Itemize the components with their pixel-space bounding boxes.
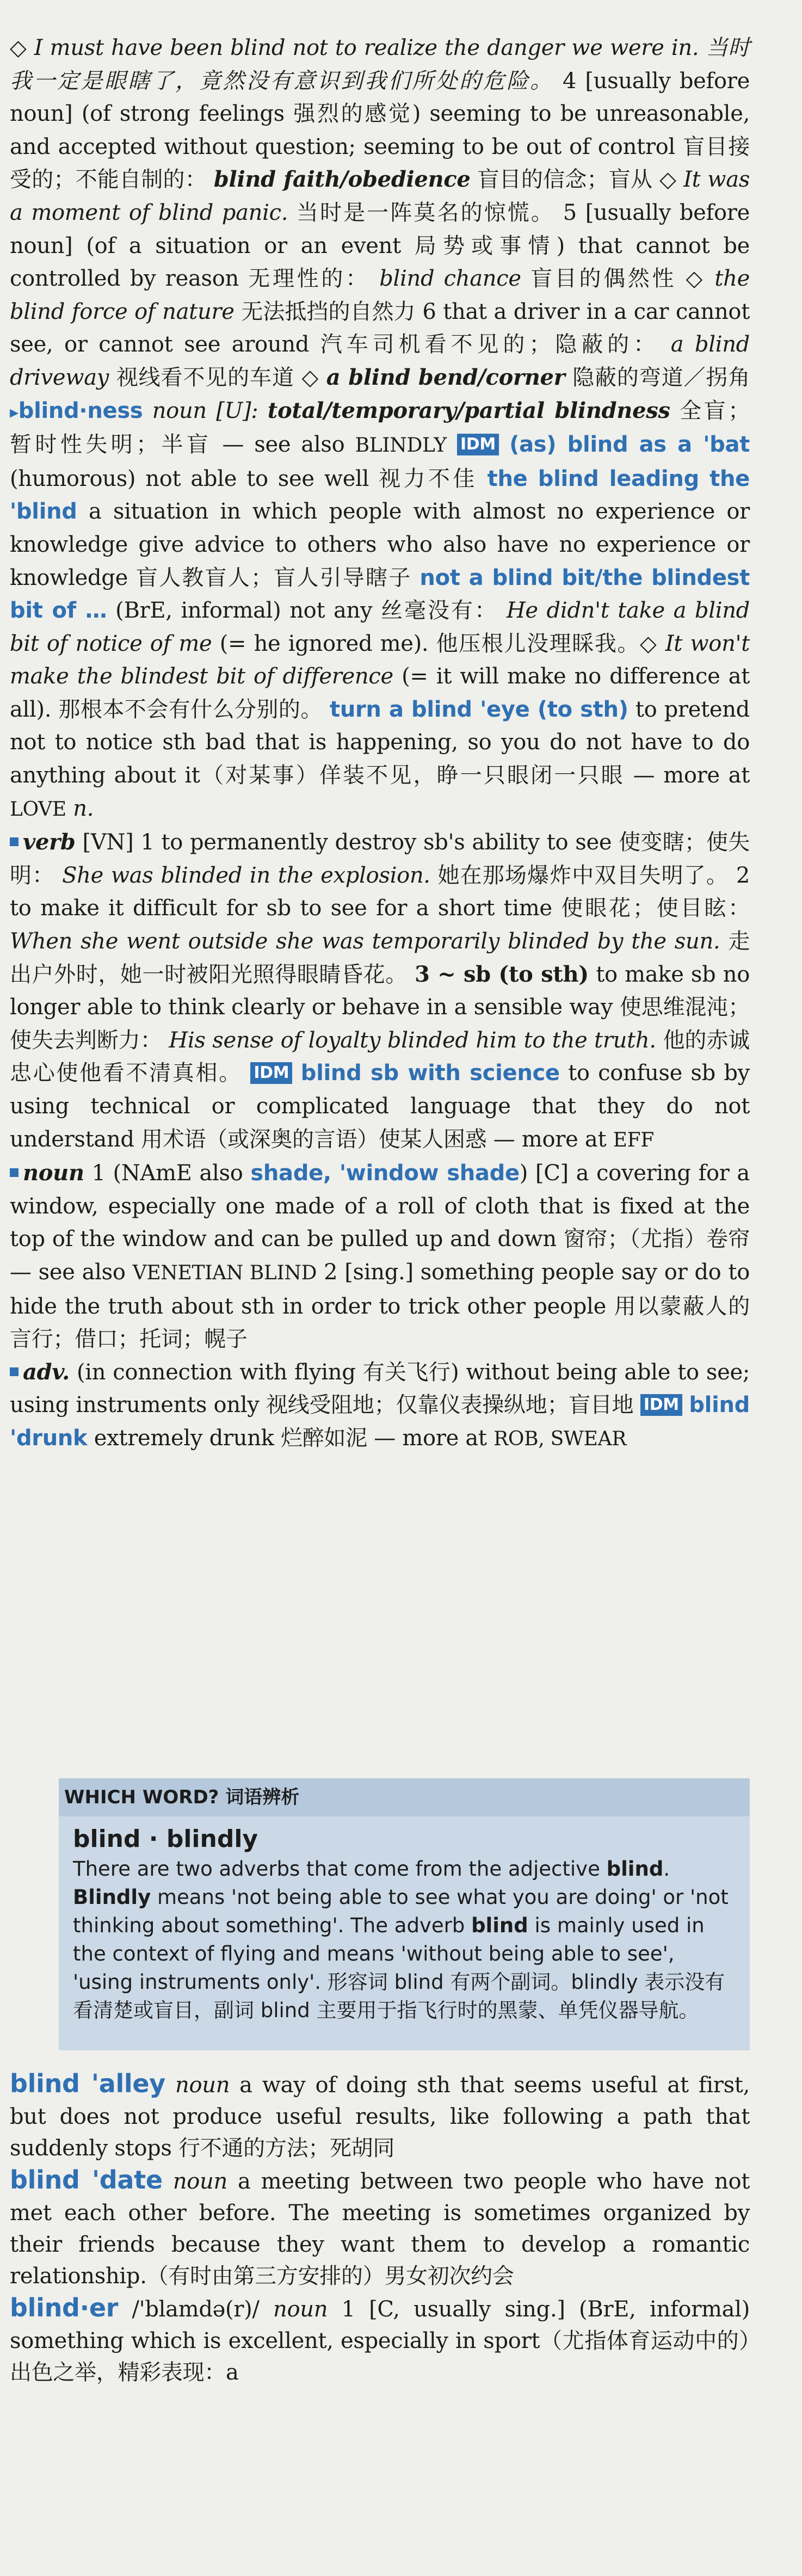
idiom-def: to pretend not to notice sth bad that is happening, so you do not have to do anything about it（对某事）佯装不见，睁一只眼闭一只眼 — more at [10, 697, 750, 788]
keyword: blind [471, 1914, 528, 1937]
pos-label: n. [73, 796, 94, 821]
example: His sense of loyalty blinded him to the truth. [169, 1027, 656, 1053]
example: the blind force of nature [10, 266, 750, 324]
translation: 他的赤诚忠心使他看不清真相。 [10, 1027, 750, 1086]
idiom-tag: IDM [457, 434, 499, 455]
synonym: shade, 'window shade [250, 1161, 520, 1186]
adverb-sense: (in connection with flying 有关飞行) without being able to see; using instruments only 视线受阻地；仅靠仪表操纵地；盲目地 [10, 1359, 750, 1418]
pos-label: noun [U]: [152, 398, 258, 423]
verb-sense-1: 1 to permanently destroy sb's ability to see 使变瞎；使失明： [10, 830, 750, 888]
translation: 当时是一阵莫名的惊慌。 [296, 200, 554, 225]
definition: ) [C] a covering for a window, especially one made of a roll of cloth that is fixed at the top of the window and can be pulled up and down 窗帘；（尤指）卷帘 — see also [10, 1161, 750, 1285]
pronunciation: /'blamdə(r)/ [132, 2297, 260, 2322]
verb-sense-2: 2 to make it difficult for sb to see for a short time 使眼花；使目眩： [10, 862, 750, 921]
example: It won't make the blindest bit of difference [10, 631, 750, 689]
keyword: blind [606, 1857, 664, 1881]
sense-6: 6 that a driver in a car cannot see, or cannot see around 汽车司机看不见的；隐蔽的： [10, 299, 750, 358]
translation: 盲目的信念；盲从 ◇ [477, 167, 677, 193]
idiom-tag: IDM [640, 1394, 682, 1416]
idiom-def: (BrE, informal) not any 丝毫没有： [115, 598, 498, 624]
definition: 1 [C, usually sing.] (BrE, informal) something which is excellent, especially in sport（尤指体育运动中的）出色之举，精彩表现：a [10, 2297, 750, 2385]
translation: 全盲；暂时性失明；半盲 — see also [10, 398, 750, 458]
pos-label: adv. [23, 1359, 70, 1385]
example: blind chance [379, 266, 521, 292]
sense-4: 4 [usually before noun] (of strong feelings 强烈的感觉) seeming to be unreasonable, and accepted without question; seeming to be out of control 盲目接受的；不能自制的： [10, 68, 750, 193]
headword: blind 'date [10, 2165, 163, 2195]
entry-blind-alley [10, 2068, 750, 2164]
translation: 走出户外时，她一时被阳光照得眼睛昏花。 [10, 929, 750, 987]
noun-block [10, 1157, 750, 1356]
example: When she went outside she was temporarily blinded by the sun. [10, 929, 720, 954]
example: He didn't take a blind bit of notice of me [10, 598, 750, 656]
idiom-head: not a blind bit/the blindest bit of … [10, 565, 750, 624]
sense-text [10, 32, 750, 826]
entry-blinder [10, 2292, 750, 2388]
translation: 无法抵挡的自然力 [241, 299, 416, 324]
cross-ref: ROB, SWEAR [493, 1427, 627, 1450]
following-entries [10, 2068, 750, 2388]
idiom-head: blind sb with science [300, 1061, 560, 1086]
idiom-head: turn a blind 'eye (to sth) [330, 697, 628, 722]
verb-sense-3: 3 ~ sb (to sth) [415, 961, 589, 987]
definition: a meeting between two people who have not met each other before. The meeting is sometimes organized by their friends because they want them to develop a romantic relationship.（有时由第三方安排的）男女初次约会 [10, 2169, 750, 2289]
translation: 盲目的偶然性 ◇ [530, 266, 705, 292]
verb-block [10, 826, 750, 1157]
text: There are two adverbs that come from the adjective [73, 1857, 600, 1881]
example: a blind bend/corner [326, 364, 565, 390]
cross-ref: VENETIAN BLIND [132, 1261, 317, 1284]
which-word-title: WHICH WORD? 词语辨析 [59, 1778, 750, 1816]
idiom-def: extremely drunk 烂醉如泥 — more at [94, 1425, 487, 1451]
translation: 她在那场爆炸中双目失明了。 [437, 862, 729, 888]
adverb-block [10, 1356, 750, 1456]
which-word-box [59, 1778, 750, 2050]
example: blind faith/obedience [213, 167, 471, 193]
definition: to make sb no longer able to think clearly or behave in a sensible way 使思维混沌；使失去判断力： [10, 962, 750, 1053]
noun-sense-1: 1 (NAmE also [91, 1161, 243, 1186]
idiom-def: (humorous) not able to see well 视力不佳 [10, 466, 478, 491]
noun-sense-2: 2 [sing.] something people say or do to hide the truth about sth in order to trick other people 用以蒙蔽人的言行；借口；托词；幌子 [10, 1259, 750, 1352]
cross-ref: BLINDLY [355, 434, 447, 457]
idiom-head: the blind leading the 'blind [10, 466, 750, 525]
grammar-code: [VN] [82, 830, 134, 855]
cross-ref: LOVE [10, 798, 66, 821]
example: She was blinded in the explosion. [62, 862, 430, 888]
example: a blind driveway [10, 332, 750, 390]
idiom-def: a situation in which people with almost no experience or knowledge give advice to others who also have no experience or knowledge 盲人教盲人；盲人引导瞎子 [10, 499, 750, 590]
pos-label: noun [273, 2297, 328, 2322]
translation: 视线看不见的车道 ◇ [116, 365, 319, 390]
pos-square-icon [10, 837, 18, 846]
entry-blind-adjective-continued [10, 32, 750, 1456]
example: ◇ I must have been blind not to realize the danger we were in. 当时我一定是眼瞎了，竟然没有意识到我们所处的危险。 [10, 35, 750, 94]
derivative-blindness: blind·ness [18, 398, 143, 423]
headword: blind·er [10, 2293, 119, 2322]
keyword: Blindly [73, 1885, 151, 1909]
headword: blind 'alley [10, 2069, 165, 2098]
text: . [663, 1857, 670, 1881]
derivative-arrow-icon: ▸ [10, 401, 18, 422]
pos-square-icon [10, 1168, 18, 1177]
example: total/temporary/partial blindness [267, 397, 670, 423]
pos-square-icon [10, 1367, 18, 1376]
idiom-def: to confuse sb by using technical or complicated language that they do not understand 用术语（或深奥的言语）使某人困惑 — more at [10, 1061, 750, 1152]
idiom-head: (as) blind as a 'bat [509, 432, 750, 458]
translation: 隐蔽的弯道／拐角 [572, 365, 750, 390]
pos-label: noun [172, 2169, 227, 2194]
example: It was a moment of blind panic. [10, 167, 750, 225]
pos-label: verb [23, 829, 76, 855]
text: means 'not being able to see what you are doing' or 'not thinking about something'. The adverb [73, 1885, 729, 1937]
translation: (= he ignored me). 他压根儿没理睬我。◇ [219, 631, 658, 656]
pos-label: noun [175, 2073, 230, 2098]
which-word-text [59, 1855, 750, 2025]
idiom-head: blind 'drunk [10, 1392, 750, 1451]
pos-label: noun [23, 1160, 84, 1186]
translation: (= it will make no difference at all). 那根本不会有什么分别的。 [10, 664, 750, 722]
definition: a way of doing sth that seems useful at first, but does not produce useful results, like following a path that suddenly stops 行不通的方法；死胡同 [10, 2073, 750, 2161]
entry-blind-date [10, 2164, 750, 2292]
idiom-tag: IDM [250, 1062, 292, 1084]
sense-5: 5 [usually before noun] (of a situation or an event 局势或事情) that cannot be controlled by reason 无理性的： [10, 200, 750, 292]
which-word-subtitle: blind · blindly [73, 1825, 258, 1853]
cross-ref: EFF [613, 1129, 654, 1151]
text: is mainly used in the context of flying and means 'without being able to see', 'using instruments only'. 形容词 blind 有两个副词。blindly 表示没有看清楚或盲目，副词 blind 主要用于指飞行时的黑蒙、单凭仪器导航。 [73, 1914, 725, 2022]
